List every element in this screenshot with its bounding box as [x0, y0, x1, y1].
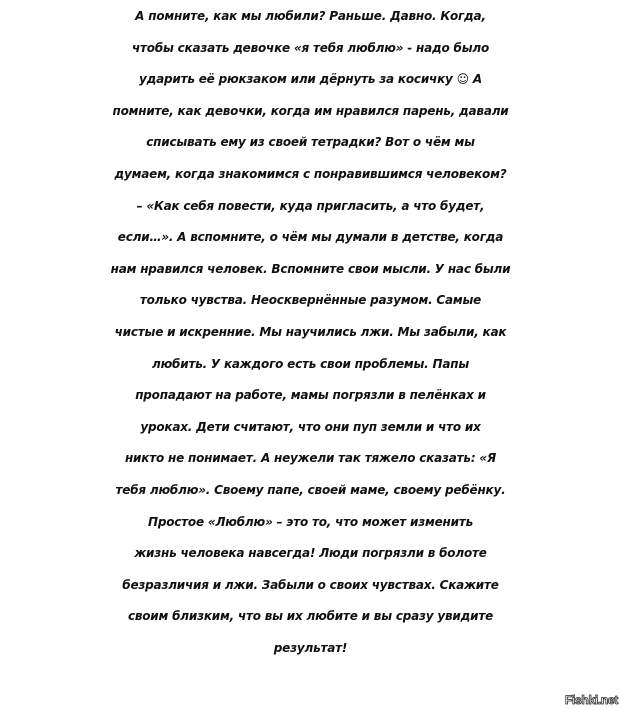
- text-line: если…». А вспомните, о чём мы думали в детстве, когда: [117, 230, 504, 245]
- text-line: результат!: [273, 640, 348, 655]
- text-line: безразличия и лжи. Забыли о своих чувствах. Скажите: [122, 577, 499, 592]
- text-line: уроках. Дети считают, что они пуп земли и что их: [140, 419, 481, 434]
- text-line: чтобы сказать девочке «я тебя люблю» - надо было: [132, 40, 489, 55]
- text-line: никто не понимает. А неужели так тяжело сказать: «Я: [124, 451, 497, 466]
- text-line: списывать ему из своей тетрадки? Вот о чём мы: [146, 135, 475, 150]
- text-line: ударить её рюкзаком или дёрнуть за косичку ☺ А: [139, 72, 482, 87]
- text-line: нам нравился человек. Вспомните свои мысли. У нас были: [110, 261, 511, 276]
- text-line: любить. У каждого есть свои проблемы. Папы: [152, 356, 469, 371]
- text-line: только чувства. Неосквернённые разумом. Самые: [139, 293, 482, 308]
- text-line: – «Как себя повести, куда пригласить, а что будет,: [136, 198, 485, 213]
- text-line: жизнь человека навсегда! Люди погрязли в болоте: [134, 546, 487, 561]
- text-line: чистые и искренние. Мы научились лжи. Мы забыли, как: [114, 324, 507, 339]
- text-line: Простое «Люблю» – это то, что может изменить: [147, 514, 473, 529]
- text-line: тебя люблю». Своему папе, своей маме, своему ребёнку.: [115, 482, 506, 497]
- text-line: А помните, как мы любили? Раньше. Давно. Когда,: [135, 9, 486, 23]
- text-line: пропадают на работе, мамы погрязли в пелёнках и: [135, 388, 486, 403]
- text-line: своим близким, что вы их любите и вы сразу увидите: [127, 609, 494, 624]
- text-line: помните, как девочки, когда им нравился парень, давали: [112, 103, 509, 118]
- text-line: думаем, когда знакомимся с понравившимся человеком?: [114, 166, 507, 181]
- text-body: [0, 1, 621, 664]
- watermark-logo: Fishki.net: [564, 693, 618, 707]
